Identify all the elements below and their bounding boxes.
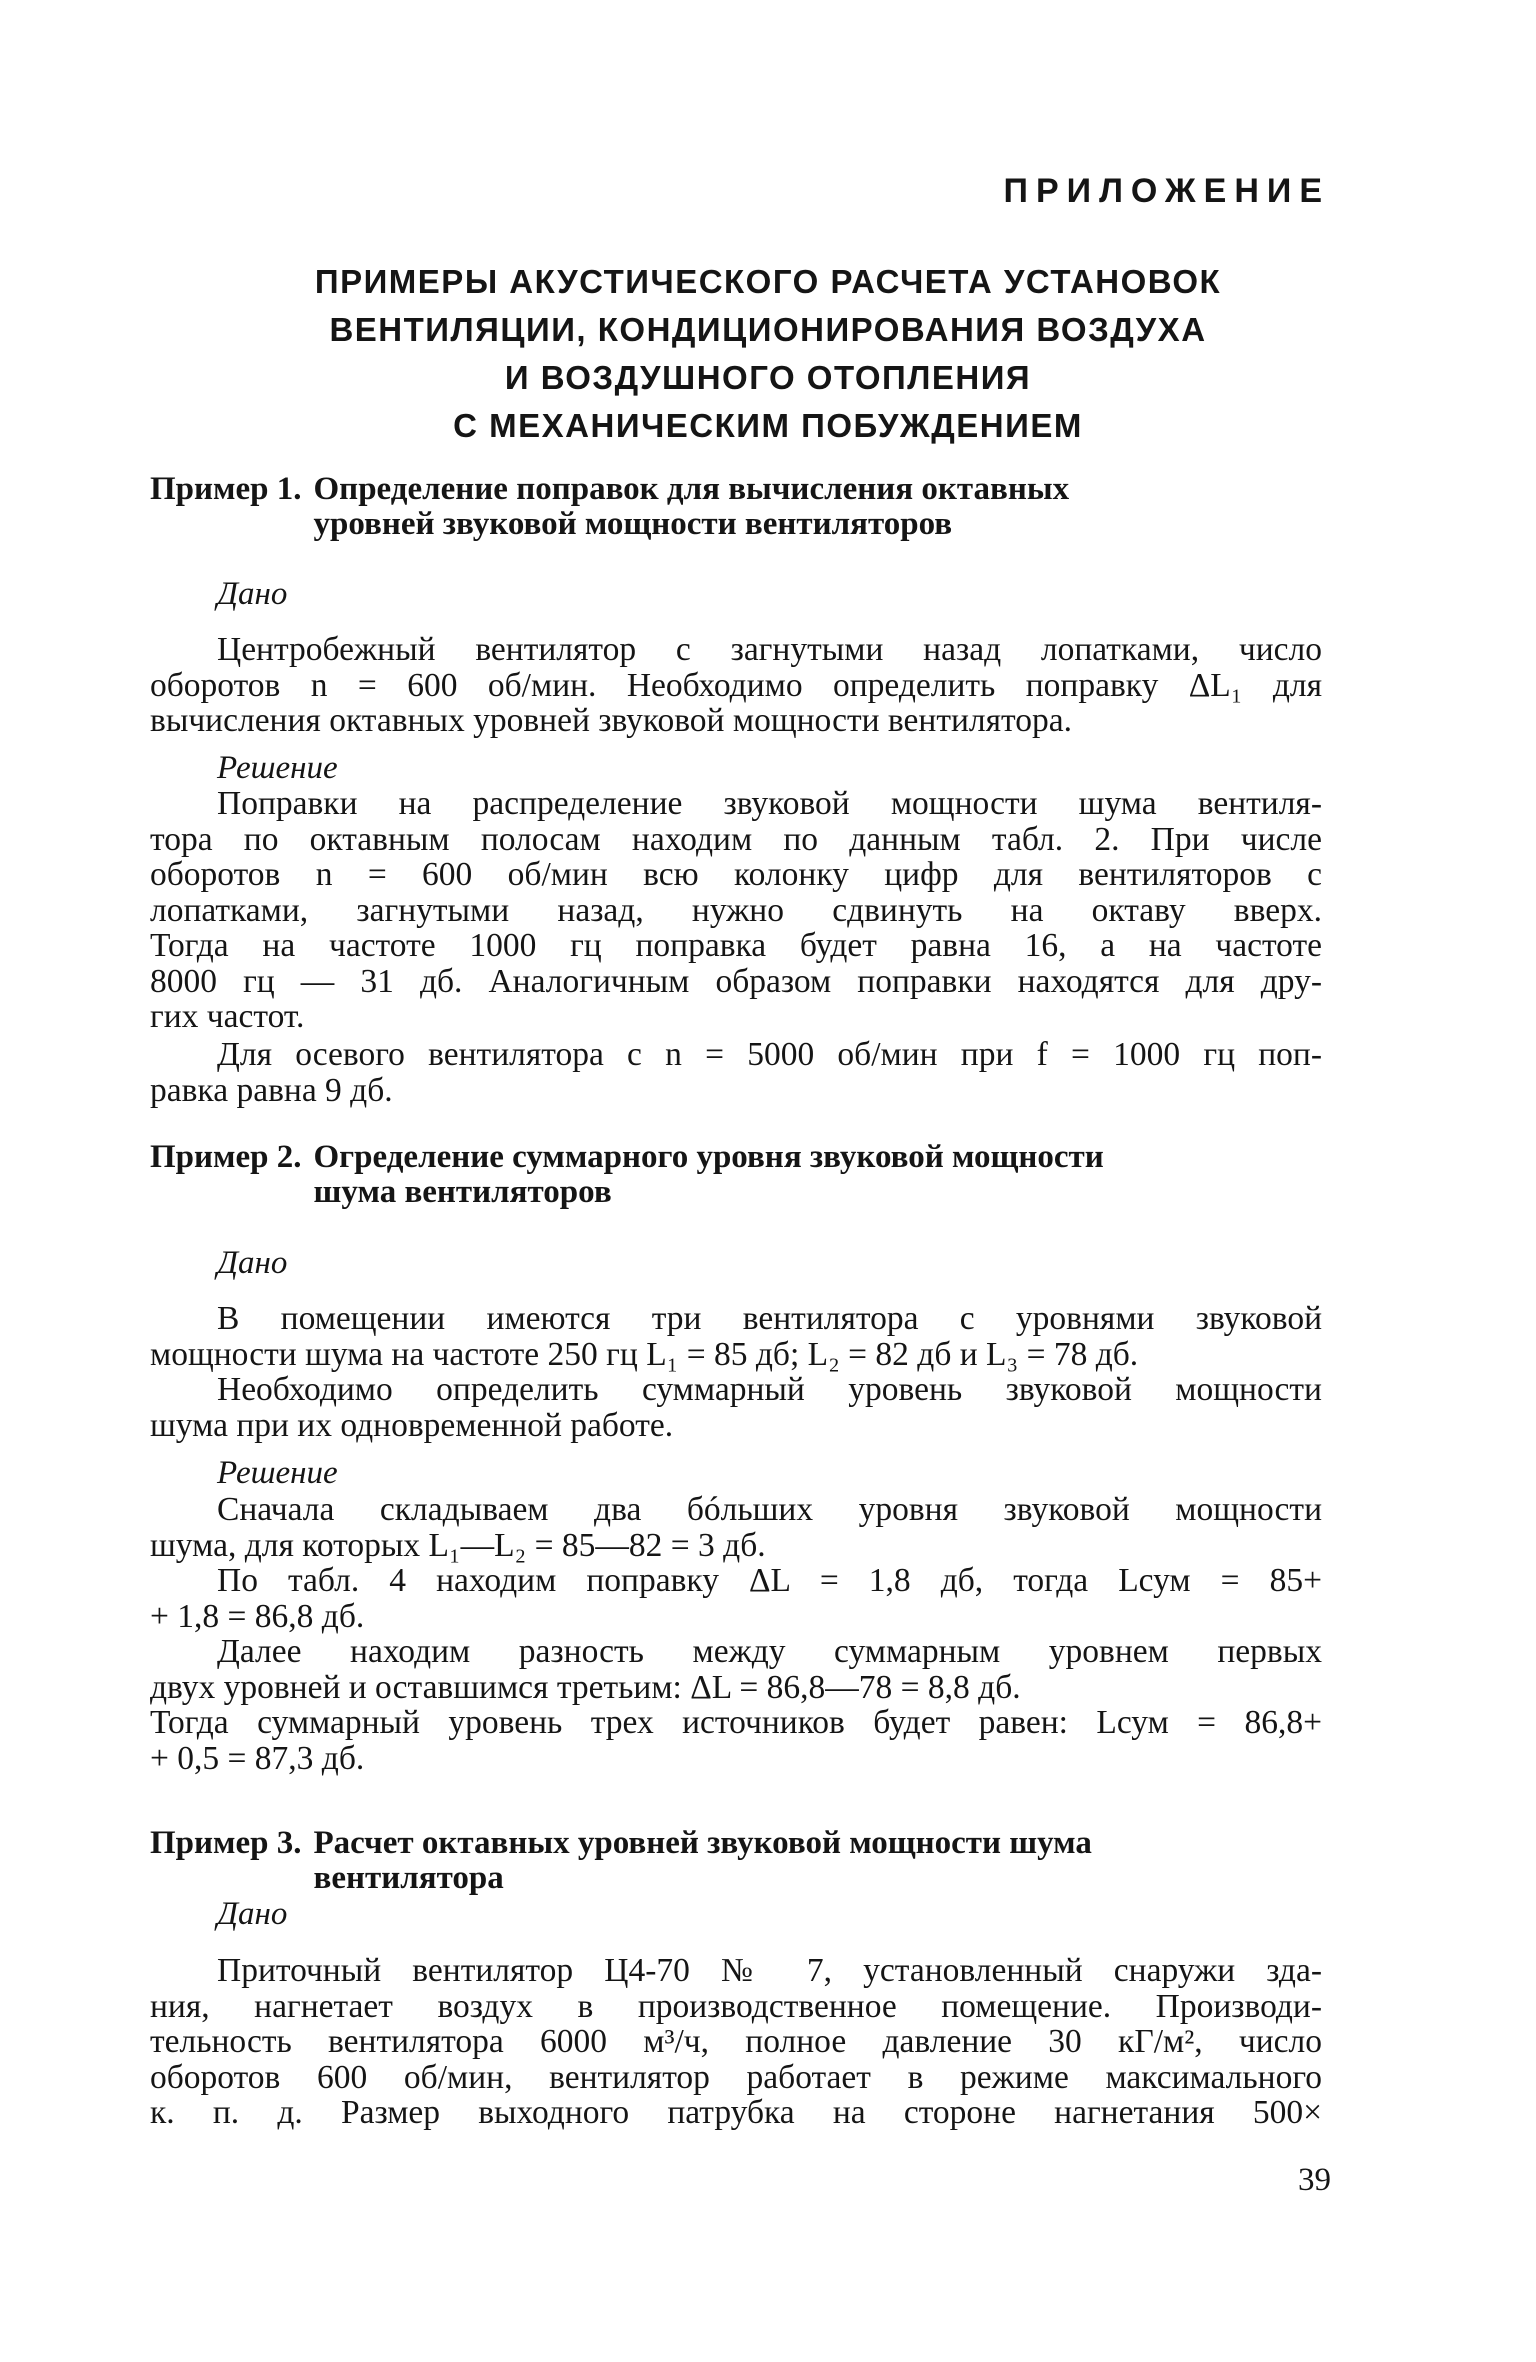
page-number: 39 [1298,2162,1331,2198]
page-title [150,258,1386,450]
example-1-solution: Поправки на распределение звуковой мощности шума вентиля- тора по октавным полосам находим по данным табл. 2. При числе оборотов n = 600 об/мин всю колонку цифр для вентиляторов с лопатками, загнутыми назад, нужно сдвинуть на октаву вверх. Тогда на частоте 1000 гц поправка будет равна 16, а на частоте 8000 гц — 31 дб. Аналогичным образом поправки находятся для дру- гих частот. [150,785,1322,1035]
example-2-heading [150,1140,1322,1210]
example-1-axial-note: Для осевого вентилятора с n = 5000 об/мин при f = 1000 гц поп- равка равна 9 дб. [150,1036,1322,1109]
example-title: Огределение суммарного уровня звуковой мощности шума вентиляторов [313,1139,1104,1210]
example-number: Пример 3. [150,1825,302,1861]
title-line: С МЕХАНИЧЕСКИМ ПОБУЖДЕНИЕМ [453,407,1083,444]
solution-label: Решение [217,750,338,786]
given-label: Дано [217,1245,288,1281]
given-label: Дано [217,576,288,612]
appendix-label: ПРИЛОЖЕНИЕ [1003,172,1330,210]
example-number: Пример 2. [150,1139,302,1175]
given-label: Дано [217,1896,288,1932]
example-1-heading [150,472,1322,542]
title-line: ВЕНТИЛЯЦИИ, КОНДИЦИОНИРОВАНИЯ ВОЗДУХА [329,311,1207,348]
example-title: Расчет октавных уровней звуковой мощности шума вентилятора [313,1825,1092,1896]
example-number: Пример 1. [150,471,302,507]
solution-label: Решение [217,1455,338,1491]
example-2-given: В помещении имеются три вентилятора с уровнями звуковой мощности шума на частоте 250 гц L₁ = 85 дб; L₂ = 82 дб и L₃ = 78 дб. Необходимо определить суммарный уровень звуковой мощности шума при их одновременной работе. [150,1300,1322,1444]
title-line: ПРИМЕРЫ АКУСТИЧЕСКОГО РАСЧЕТА УСТАНОВОК [314,263,1222,300]
example-3-heading [150,1826,1322,1896]
example-title: Определение поправок для вычисления октавных уровней звуковой мощности вентиляторов [313,471,1070,542]
example-1-given: Центробежный вентилятор с загнутыми назад лопатками, число оборотов n = 600 об/мин. Необходимо определить поправку ΔL₁ для вычисления октавных уровней звуковой мощности вентилятора. [150,631,1322,739]
example-3-given: Приточный вентилятор Ц4-70 № 7, установленный снаружи зда- ния, нагнетает воздух в производственное помещение. Производи- тельность вентилятора 6000 м³/ч, полное давление 30 кГ/м², число оборотов 600 об/мин, вентилятор работает в режиме максимального к. п. д. Размер выходного патрубка на стороне нагнетания 500× [150,1952,1322,2131]
title-line: И ВОЗДУШНОГО ОТОПЛЕНИЯ [504,359,1032,396]
example-2-solution: Сначала складываем два бóльших уровня звуковой мощности шума, для которых L₁—L₂ = 85—82 = 3 дб. По табл. 4 находим поправку ΔL = 1,8 дб, тогда Lсум = 85+ + 1,8 = 86,8 дб. Далее находим разность между суммарным уровнем первых двух уровней и оставшимся третьим: ΔL = 86,8—78 = 8,8 дб. Тогда суммарный уровень трех источников будет равен: Lсум = 86,8+ + 0,5 = 87,3 дб. [150,1491,1322,1777]
